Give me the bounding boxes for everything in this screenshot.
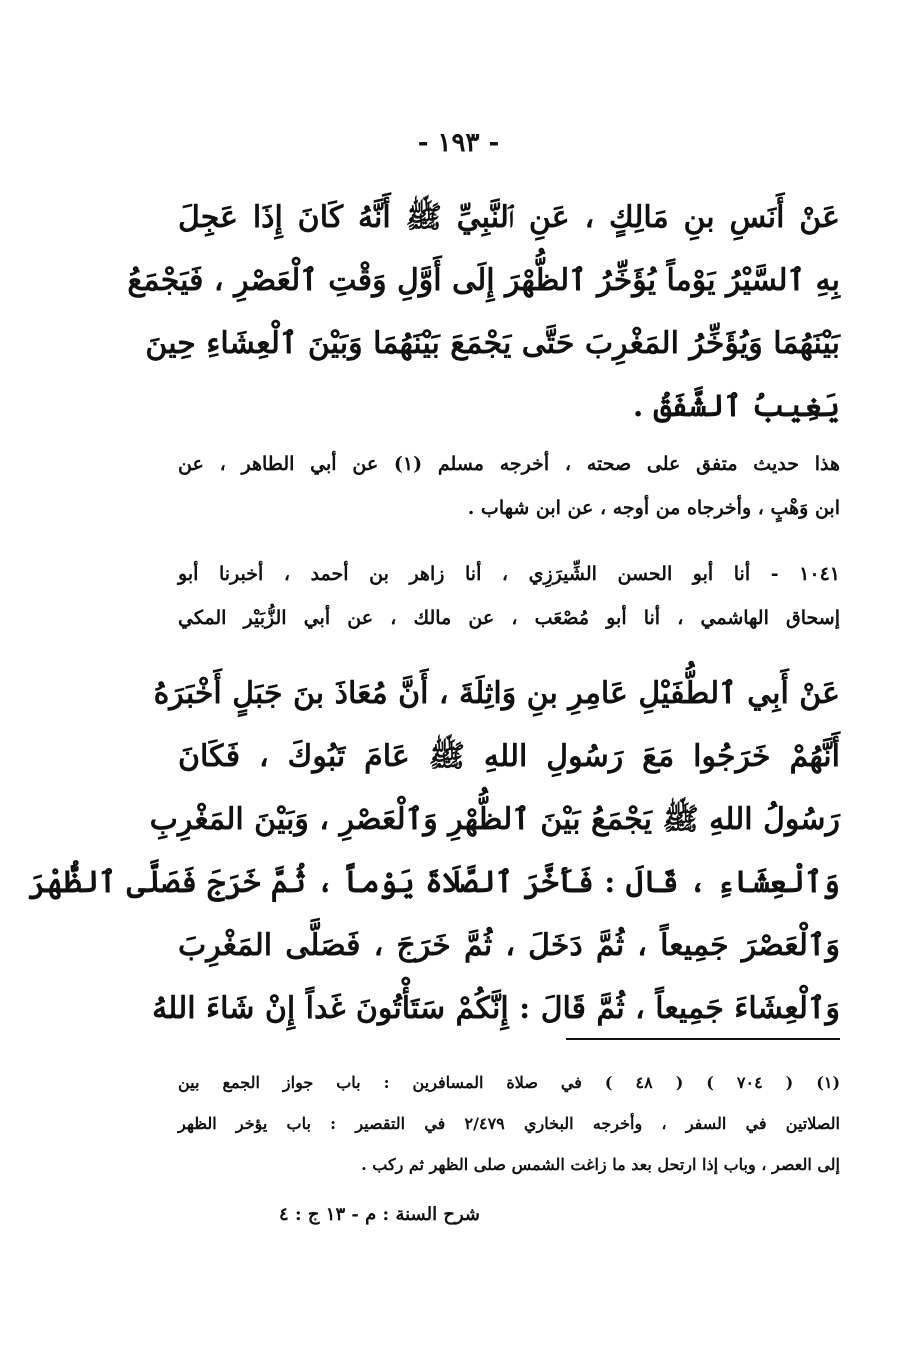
- hadith-1-line: بَيْنَهُمَا وَيُؤَخِّرُ المَغْرِبَ حَتَّى يَجْمَعَ بَيْنَهُمَا وَبَيْنَ ٱلْعِشَاءِ حِينَ: [145, 326, 840, 361]
- hadith-1-line: عَنْ أَنَسِ بنِ مَالِكٍ ، عَنِ ٱلنَّبِيِّ ﷺ أَنَّهُ كَانَ إِذَا عَجِلَ: [178, 200, 840, 235]
- commentary-1: [178, 442, 840, 530]
- footnote-line: إلى العصر ، وباب إذا ارتحل بعد ما زاغت الشمس صلى الظهر ثم ركب .: [361, 1155, 840, 1174]
- page-number: - ١٩٣ -: [417, 128, 500, 158]
- commentary-line: هذا حديث متفق على صحته ، أخرجه مسلم (١) عن أبي الطاهر ، عن: [178, 453, 840, 475]
- hadith-1-line: بِهِ ٱلسَّيْرُ يَوْماً يُؤَخِّرُ ٱلظُّهْرَ إِلَى أَوَّلِ وَقْتِ ٱلْعَصْرِ ، فَيَجْمَعُ: [127, 263, 840, 298]
- chain-line: ١٠٤١ - أنا أبو الحسن الشِّيرَزِي ، أنا زاهر بن أحمد ، أخبرنا أبو: [178, 563, 840, 585]
- hadith-2-line: وَٱلْعَصْرَ جَمِيعاً ، ثُمَّ دَخَلَ ، ثُمَّ خَرَجَ ، فَصَلَّى المَغْرِبَ: [178, 928, 841, 963]
- chain-line: إسحاق الهاشمي ، أنا أبو مُصْعَب ، عن مالك ، عن أبي الزُّبَيْر المكي: [178, 607, 840, 629]
- hadith-2: [28, 662, 841, 1040]
- footnote-line: الصلاتين في السفر ، وأخرجه البخاري ٢/٤٧٩ في التقصير : باب يؤخر الظهر: [178, 1114, 840, 1133]
- hadith-1-line: يَغِيبُ ٱلشَّفَقُ .: [632, 389, 840, 424]
- hadith-2-line: وَٱلْعِشَاءَ جَمِيعاً ، ثُمَّ قَالَ : إِنَّكُمْ سَتَأْتُونَ غَداً إِنْ شَاءَ اللهُ: [152, 991, 840, 1026]
- hadith-2-line: وَٱلْعِشَاءِ ، قَالَ : فَأَخَّرَ ٱلصَّلَاةَ يَوْماً ، ثُمَّ خَرَجَ فَصَلَّى ٱلظُّهْرَ: [28, 865, 840, 900]
- hadith-2-line: أَنَّهُمْ خَرَجُوا مَعَ رَسُولِ اللهِ ﷺ عَامَ تَبُوكَ ، فَكَانَ: [178, 739, 840, 774]
- book-signature: شرح السنة : م - ١٣ ج : ٤: [279, 1204, 480, 1225]
- hadith-2-line: عَنْ أَبِي ٱلطُّفَيْلِ عَامِرِ بنِ وَاثِلَةَ ، أَنَّ مُعَاذَ بنَ جَبَلٍ أَخْبَرَهُ: [153, 676, 840, 711]
- footnote-divider: [566, 1038, 840, 1040]
- footnotes: [178, 1062, 840, 1185]
- footnote-line: (١) ( ٧٠٤ ) ( ٤٨ ) في صلاة المسافرين : باب جواز الجمع بين: [178, 1073, 841, 1092]
- hadith-1: [127, 186, 840, 438]
- hadith-2-line: رَسُولُ اللهِ ﷺ يَجْمَعُ بَيْنَ ٱلظُّهْرِ وَٱلْعَصْرِ ، وَبَيْنَ المَغْرِبِ: [149, 802, 840, 837]
- commentary-line: ابن وَهْبٍ ، وأخرجاه من أوجه ، عن ابن شهاب .: [467, 497, 840, 519]
- chain-1041: [178, 552, 840, 640]
